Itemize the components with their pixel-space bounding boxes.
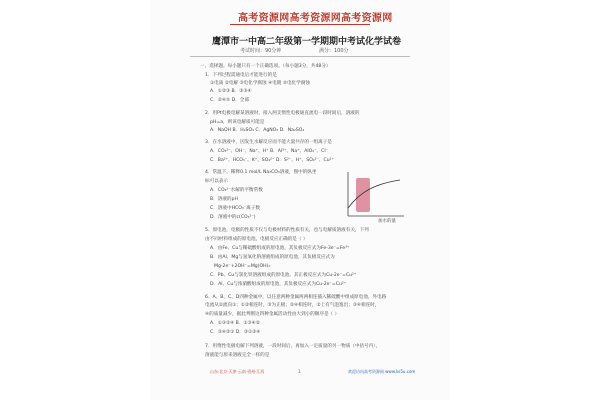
page-title: 鹰潭市一中高二年级第一学期期中考试化学试卷 bbox=[212, 37, 402, 47]
question-line: 4．常温下，稀释0.1 mol/L Na₂CO₃溶液，图中的纵坐 bbox=[205, 170, 317, 175]
question-line: D．溶液中的c(CO₃²⁻) bbox=[210, 215, 256, 220]
question-line: 6．A、B、C、D四种金属中，以任意两种金属两两相连插入稀硫酸中组成原电池，外电路 bbox=[205, 295, 387, 300]
question-line: 溶液能与原来溶液完全一样的是 bbox=[205, 353, 270, 358]
page-number: 1 bbox=[298, 369, 301, 374]
question-line: D．Al、Cu与浓硝酸组成的原电池，其负极反应式为Cu-2e⁻=Cu²⁺ bbox=[210, 282, 347, 287]
question-line: A．CO₃²⁻、OH⁻、Na⁺、H⁺ B．Al³⁺、Na⁺、AlO₂⁻、Cl⁻ bbox=[210, 149, 329, 154]
question-line: 电流从②流向①；①②相连时，③为正极；②④相连时，②上有气泡逸出；③④相连时， bbox=[205, 303, 380, 308]
question-line: A．NaOH B．H₂SO₄ C．AgNO₃ D．Na₂SO₄ bbox=[210, 128, 305, 133]
question-line: ④的质量减少，据此判断这四种金属活动性由大到小的顺序是（ ） bbox=[205, 312, 340, 317]
chart-x-label: 加水的量 bbox=[378, 219, 396, 223]
question-line: 标可以表示 bbox=[205, 179, 228, 184]
question-line: C．③④②① D．③①②④ bbox=[210, 330, 261, 335]
question-line: A．①③②④ B．①③④② bbox=[210, 321, 260, 326]
question-line: 2．用Pt电极电解某溶液时，接入两支惰性电极通直流电一段时间后，溶液的 bbox=[205, 111, 360, 116]
question-line: C．Ba²⁺、HCO₃⁻、K⁺、SO₄²⁻ D．S²⁻、H⁺、SO₄²⁻、Cu²⁺ bbox=[210, 158, 334, 163]
question-line: C．溶液中HCO₃⁻离子数 bbox=[210, 206, 260, 211]
question-line: 1．下列过程需通电后才能进行的是 bbox=[205, 73, 277, 78]
footer-right-link[interactable]: 欢迎访问高考资源网 www.ks5u.com bbox=[348, 369, 416, 374]
exam-meta bbox=[240, 47, 385, 54]
question-chart bbox=[340, 168, 408, 223]
question-line: 5．原电池，电极的性质不仅与电极材料的性质有关，也与电解质溶液有关，下列 bbox=[205, 228, 369, 233]
question-line: A．①②③ B．②③④ bbox=[210, 89, 252, 94]
question-line: 由不同材料组成的原电池，电极反应正确的是（ ） bbox=[205, 237, 308, 242]
title-rule bbox=[190, 56, 410, 57]
exam-score: 满分：100分 bbox=[318, 48, 349, 54]
chart-curve bbox=[348, 180, 400, 208]
exam-time: 考试时间：90分钟 bbox=[240, 48, 282, 54]
question-line: C．②④⑤ D．全部 bbox=[210, 98, 249, 103]
question-line: Mg-2e⁻+2OH⁻=Mg(OH)₂ bbox=[214, 264, 271, 269]
question-line: B．溶液的pH bbox=[210, 197, 238, 202]
header-divider bbox=[230, 24, 370, 25]
question-line: ①电离 ②电解 ③电化学腐蚀 ④电镀 ⑤电化学腐蚀 bbox=[210, 81, 310, 86]
question-line: C．Pb、Cu与氯化铁溶液组成的原电池，其正极反应式为Cu-2e⁻=Cu²⁺ bbox=[210, 273, 357, 278]
question-line: pH=a，则该电解质可能是 bbox=[210, 120, 265, 125]
header-banner: 高考资源网高考资源网高考资源网 bbox=[238, 13, 393, 24]
question-line: A．CO₃²⁻水解的平衡常数 bbox=[210, 188, 263, 193]
question-line: 一、选择题。每小题只有一个正确选项。（每小题3分，共48分） bbox=[200, 64, 331, 69]
question-line: B．由Al、Mg与氢氧化钠溶液组成的原电池，其负极反应式为 bbox=[210, 255, 335, 260]
question-line: 3．在水溶液中，因发生水解反应而不能大量共存的一组离子是 bbox=[205, 140, 332, 145]
footer-left-text: 山东·北京·天津·云南·贵州·江西 bbox=[210, 369, 265, 374]
question-line: A．由Fe、Cu与稀硫酸组成的原电池，其负极反应式为Fe-3e⁻=Fe³⁺ bbox=[210, 246, 350, 251]
question-line: 7．用惰性电极电解下列溶液，一段时间后，再加入一定质量的另一物质（中括号内）， bbox=[205, 344, 381, 349]
